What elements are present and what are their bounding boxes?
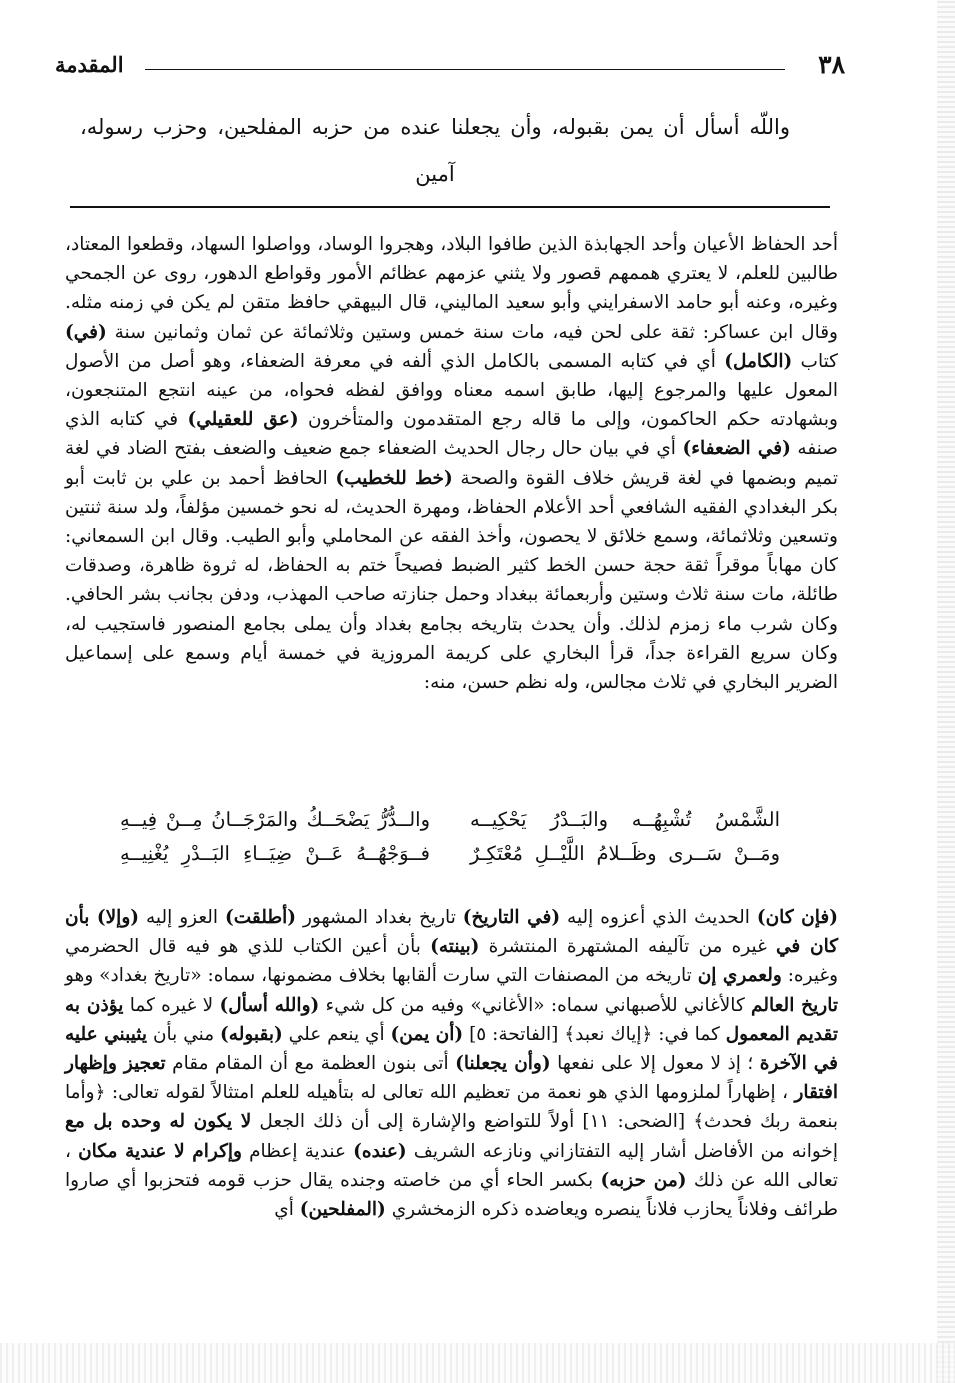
bold-segment: (فإن كان) [756, 907, 838, 928]
text-segment: تاريخه من المصنفات التي سارت ألقابها بخلاف مضمونها، سماه: «تاريخ بغداد» وهو [65, 965, 692, 987]
bold-segment: (في الضعفاء) [682, 438, 791, 460]
poem-verse [120, 842, 780, 876]
bold-segment: ولعمري إن [697, 965, 782, 987]
text-segment: بكسر الحاء أي من خاصته وجنده يقال حزب قومه فتحزبوا أي صاروا طرائف وفلاناً يحازب فلاناً ينصره ويعاضده ذكره الزمخشري [65, 1169, 838, 1221]
text-segment: عندية إعظام [249, 1140, 347, 1162]
text-segment: ؛ إذ لا معول إلا على نفعها [557, 1053, 754, 1075]
page-header [55, 50, 845, 86]
bold-segment: (أطلقت) [225, 907, 297, 928]
poem [120, 808, 780, 878]
text-segment: أي في كتابه المسمى بالكامل الذي ألفه في معرفة الضعفاء، وهو أصل من الأصول المعول عليها والمرجوع إليها، طابق اسمه معناه ووافق لفظه فحواه، من عينه انتجع المتنجعون، وبشهادته حكم الحاكمون، وإلى ما قاله رجع المتقدمون والمتأخرون [65, 350, 838, 431]
commentary-block-2 [65, 903, 838, 1224]
bold-segment: (عق للعقيلي) [187, 409, 299, 431]
text-segment: العزو إليه [145, 907, 219, 928]
poem-hemistich-left: فــوَجْهُــهُ عَــنْ ضِيَــاءِ البَــدْرِ يُغْنِيــهِ [120, 842, 430, 865]
poem-hemistich-right: الشَّمْسُ تُشْبِهُــه والبَــدْرُ يَحْكِيــه [470, 808, 780, 831]
bold-segment: (أن يمن) [390, 1023, 464, 1045]
text-segment: الحافظ أحمد بن علي بن ثابت أبو بكر البغدادي الفقيه الشافعي أحد الأعلام الحفاظ، ومهرة الحديث، له نحو خمسين مؤلفاً، ولد سنة ثنتين وتسعين وثلاثمائة، وسمع خلائق لا يحصون، وأخذ الفقه عن المحاملي وأبو الطيب. وقال ابن السمعاني: كان مهاباً موقراً ثقة حجة حسن الخط كثير الضبط فصيحاً ختم به الحفاظ، له ثروة ظاهرة، وصدقات طائلة، مات سنة ثلاث وستين وأربعمائة ببغداد وحمل جنازته صاحب المهذب، ودفن بجانب بشر الحافي. وكان شرب ماء زمزم لذلك. وأن يحدث بتاريخه بجامع بغداد وأن يملى بجامع المنصور فاستجيب له، وكان سريع القراءة جداً، قرأ البخاري على كريمة المروزية في خمسة أيام وسمع على إسماعيل الضرير البخاري في ثلاث مجالس، وله نظم حسن، منه: [65, 467, 838, 694]
poem-hemistich-left: والــدُّرُّ يَضْحَــكُ والمَرْجَــانُ مِــنْ فِيــهِ [120, 808, 430, 831]
text-segment: كتاب [800, 350, 838, 372]
bold-segment: وإكرام لا عندية مكان [78, 1140, 242, 1162]
bold-segment: (وأن يجعلنا) [455, 1053, 551, 1075]
bold-segment: تاريخ العالم [751, 994, 838, 1016]
text-segment: كما في: ﴿إياك نعبد﴾ [الفاتحة: ٥] [469, 1023, 720, 1045]
text-segment: لا غيره كما [129, 994, 214, 1016]
text-segment: أتى بنون العظمة مع أن المقام مقام [172, 1053, 449, 1075]
text-segment: مني بأن [152, 1023, 215, 1045]
bold-segment: (وإلا) بأن كان في [65, 907, 839, 958]
text-segment: ، تعالى الله عن ذلك [65, 1140, 838, 1191]
bold-segment: (خط للخطيب) [335, 467, 453, 489]
scan-edge-bottom [0, 1343, 955, 1383]
text-segment: تاريخ بغداد المشهور [302, 907, 456, 928]
commentary-paragraph-1 [65, 230, 838, 697]
text-segment: كالأغاني للأصبهاني سماه: «الأغاني» وفيه من كل شيء [325, 994, 745, 1016]
commentary-paragraph-2 [65, 903, 838, 1224]
page-number: ٣٨ [818, 50, 845, 79]
poem-hemistich-right: ومَــنْ سَــرى وظَــلامُ اللَّيْــلِ مُعْتَكِـرٌ [470, 842, 780, 865]
bold-segment: (عنده) [353, 1140, 407, 1162]
main-separator-rule [70, 206, 830, 208]
bold-segment: (في) [65, 321, 107, 343]
text-segment: أحد الحفاظ الأعيان وأحد الجهابذة الذين طافوا البلاد، وهجروا الوساد، وواصلوا السهاد، وقطعوا المعتاد، طالبين للعلم، لا يعتري هممهم قصور ولا يثني عزمهم عظائم الأمور وقواطع الدهور، روى عن الجمحي وغيره، وعنه أبو حامد الاسفرايني وأبو سعيد الماليني، قال البيهقي حافظ متقن لم يكن في زمنه مثله. وقال ابن عساكر: ثقة على لحن فيه، مات سنة خمس وستين وثلاثمائة عن ثمان وثمانين سنة [65, 234, 838, 343]
header-rule [145, 69, 785, 70]
bold-segment: (بينته) [430, 936, 480, 958]
bold-segment: تعجيز وإظهار افتقار [65, 1053, 838, 1104]
commentary-block-1 [65, 230, 838, 697]
bold-segment: (والله أسأل) [219, 994, 320, 1016]
bold-segment: (الكامل) [724, 350, 793, 372]
running-title: المقدمة [55, 52, 124, 77]
poem-verse [120, 808, 780, 842]
bold-segment: (المفلحين) [299, 1199, 386, 1221]
text-segment: إخوانه من الأفاضل أشار إليه التفتازاني ونازعه الشريف [413, 1140, 839, 1162]
text-segment: ، إظهاراً لملزومها الذي هو نعمة من تعظيم الله تعالى له بتأهيله للعلم امتثالاً لقوله تعالى: ﴿وأما بنعمة ربك فحدث﴾ [الضحى: ١١] أولاً للتواضع والإشارة إلى أن ذلك الجعل [65, 1082, 838, 1133]
text-segment: أي [274, 1199, 294, 1221]
text-segment: في كتابه الذي صنفه [65, 409, 838, 460]
bold-segment: يؤذن به تقديم المعمول [65, 994, 838, 1045]
text-segment: أي ينعم علي [288, 1023, 385, 1045]
bold-segment: (في التاريخ) [462, 907, 561, 928]
text-segment: أي في بيان حال رجال الحديث الضعفاء جمع ضعيف والضعف بفتح الضاد في لغة تميم وبضمها في لغة قريش خلاف القوة والصحة [65, 438, 838, 489]
main-text-quote: واللّه أسأل أن يمن بقبوله، وأن يجعلنا عنده من حزبه المفلحين، وحزب رسوله، آمين [80, 115, 790, 186]
text-segment: غيره من تآليفه المشتهرة المنتشرة [488, 936, 767, 958]
bold-segment: لا يكون له وحده بل مع [65, 1111, 252, 1133]
bold-segment: (من حزبه) [600, 1169, 687, 1191]
bold-segment: (بقبوله) [220, 1023, 283, 1045]
bold-segment: يثيبني عليه في الآخرة [65, 1023, 838, 1075]
scan-edge-right [937, 0, 955, 1383]
text-segment: بأن أعين الكتاب للذي هو فيه قال الحضرمي وغيره: [65, 936, 839, 987]
text-segment: الحديث الذي أعزوه إليه [567, 907, 750, 928]
